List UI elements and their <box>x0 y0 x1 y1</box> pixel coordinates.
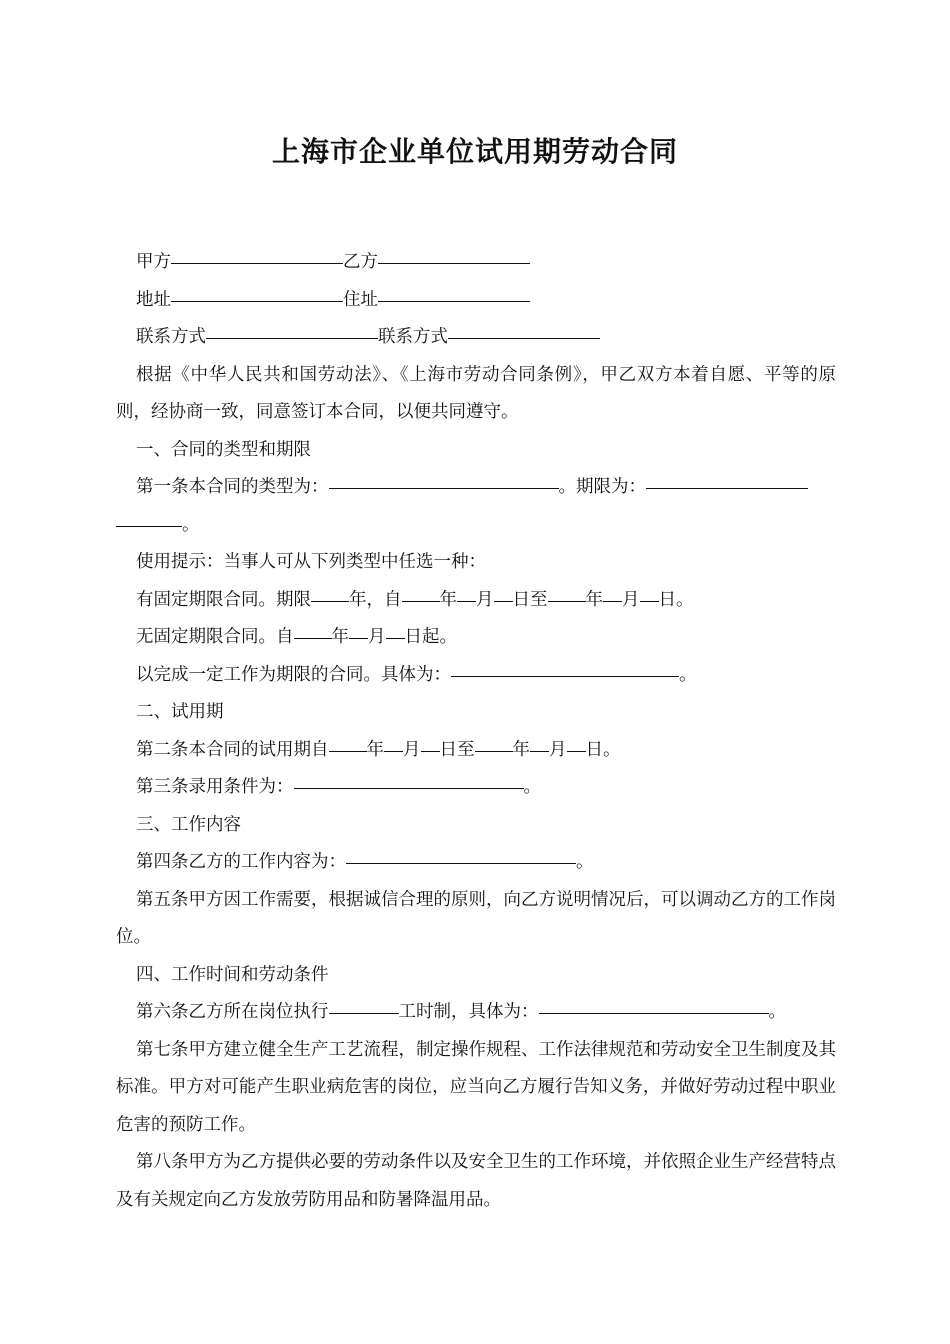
article-1-line <box>116 469 836 507</box>
contract-term-blank <box>646 487 808 489</box>
article-1-continuation <box>116 507 836 545</box>
hiring-conditions-blank <box>294 787 524 789</box>
end-month-blank <box>603 600 622 602</box>
open-term-text-1: 无固定期限合同。自 <box>136 627 294 647</box>
section-1-heading: 一、合同的类型和期限 <box>136 439 311 460</box>
section-2-heading: 二、试用期 <box>136 702 224 722</box>
fixed-term-text-3: 年 <box>439 589 457 610</box>
article-4-text-1: 第四条乙方的工作内容为： <box>136 852 346 872</box>
probation-start-day-blank <box>421 750 440 752</box>
open-term-text-4: 日起。 <box>404 627 457 647</box>
article-4-line <box>116 844 836 882</box>
party-a-blank <box>171 262 343 264</box>
term-years-blank <box>311 600 349 602</box>
article-6-text-3: 。 <box>768 1002 786 1022</box>
contact-a-blank <box>206 337 378 339</box>
probation-start-year-blank <box>329 750 367 752</box>
article-3-text-2: 。 <box>523 777 541 797</box>
article-2-line <box>116 732 836 770</box>
section-3-heading: 三、工作内容 <box>136 814 241 835</box>
article-2-text-3: 月 <box>403 739 421 760</box>
article-2-text-2: 年 <box>366 739 384 760</box>
party-a-label: 甲方 <box>136 252 171 272</box>
start-year-blank <box>402 600 440 602</box>
open-term-text-2: 年 <box>331 627 349 647</box>
address-label: 地址 <box>136 289 171 310</box>
task-term-line <box>116 657 836 695</box>
article-3-line <box>116 769 836 807</box>
residence-blank <box>378 300 530 302</box>
working-hours-detail-blank <box>539 1012 769 1014</box>
fixed-term-text-4: 月 <box>476 589 494 610</box>
article-7-paragraph: 第七条甲方建立健全生产工艺流程，制定操作规程、工作法律规范和劳动安全卫生制度及其标准。甲方对可能产生职业病危害的岗位，应当向乙方履行告知义务，并做好劳动过程中职业危害的预防工作。 <box>116 1039 836 1135</box>
job-content-blank <box>346 862 576 864</box>
open-start-year-blank <box>294 637 332 639</box>
article-8-paragraph: 第八条甲方为乙方提供必要的劳动条件以及安全卫生的工作环境，并依照企业生产经营特点及有关规定向乙方发放劳防用品和防暑降温用品。 <box>116 1152 836 1210</box>
article-2-text-6: 月 <box>549 739 567 760</box>
open-term-text-3: 月 <box>368 627 386 647</box>
end-day-blank <box>640 600 659 602</box>
start-day-blank <box>494 600 513 602</box>
address-blank <box>171 300 343 302</box>
article-1-mid: 。期限为： <box>558 477 646 497</box>
open-term-line <box>116 619 836 657</box>
document-title: 上海市企业单位试用期劳动合同 <box>271 135 678 168</box>
article-1-end: 。 <box>182 514 200 535</box>
article-6-text-1: 第六条乙方所在岗位执行 <box>136 1002 329 1022</box>
article-6-line <box>116 994 836 1032</box>
article-3-text-1: 第三条录用条件为： <box>136 777 294 797</box>
end-year-blank <box>548 600 586 602</box>
article-6-text-2: 工时制，具体为： <box>398 1002 539 1022</box>
contact-b-label: 联系方式 <box>378 327 448 347</box>
article-2-text-7: 日。 <box>585 739 621 760</box>
residence-label: 住址 <box>343 289 378 310</box>
contract-body <box>116 244 836 1219</box>
usage-tip: 使用提示：当事人可从下列类型中任选一种： <box>136 552 486 572</box>
party-b-blank <box>378 262 530 264</box>
task-term-text-1: 以完成一定工作为期限的合同。具体为： <box>136 664 451 685</box>
task-detail-blank <box>451 675 679 677</box>
probation-end-month-blank <box>530 750 549 752</box>
fixed-term-text-8: 日。 <box>658 589 694 610</box>
fixed-term-text-1: 有固定期限合同。期限 <box>136 589 311 610</box>
article-1-prefix: 第一条本合同的类型为： <box>136 477 329 497</box>
working-hours-system-blank <box>329 1012 399 1014</box>
section-4-heading: 四、工作时间和劳动条件 <box>136 964 329 985</box>
article-4-text-2: 。 <box>576 852 594 872</box>
article-2-text-4: 日至 <box>439 739 475 760</box>
address-line <box>116 282 836 320</box>
party-b-label: 乙方 <box>343 252 378 272</box>
fixed-term-text-2: 年，自 <box>349 589 402 610</box>
task-term-text-2: 。 <box>679 664 697 685</box>
open-start-month-blank <box>349 637 368 639</box>
start-month-blank <box>457 600 476 602</box>
probation-end-year-blank <box>475 750 513 752</box>
intro-paragraph: 根据《中华人民共和国劳动法》、《上海市劳动合同条例》，甲乙双方本着自愿、平等的原则，经协商一致，同意签订本合同，以便共同遵守。 <box>116 364 836 422</box>
fixed-term-line <box>116 582 836 620</box>
fixed-term-text-7: 月 <box>622 589 640 610</box>
article-2-text-1: 第二条本合同的试用期自 <box>136 739 329 760</box>
contact-line <box>116 319 836 357</box>
fixed-term-text-5: 日至 <box>512 589 548 610</box>
contact-a-label: 联系方式 <box>136 327 206 347</box>
contact-b-blank <box>448 337 600 339</box>
contract-term-blank-continued <box>116 525 182 527</box>
article-5-paragraph: 第五条甲方因工作需要，根据诚信合理的原则，向乙方说明情况后，可以调动乙方的工作岗位。 <box>116 889 836 947</box>
open-start-day-blank <box>386 637 405 639</box>
probation-start-month-blank <box>384 750 403 752</box>
fixed-term-text-6: 年 <box>585 589 603 610</box>
contract-type-blank <box>329 487 559 489</box>
article-2-text-5: 年 <box>512 739 530 760</box>
probation-end-day-blank <box>567 750 586 752</box>
party-line <box>116 244 836 282</box>
